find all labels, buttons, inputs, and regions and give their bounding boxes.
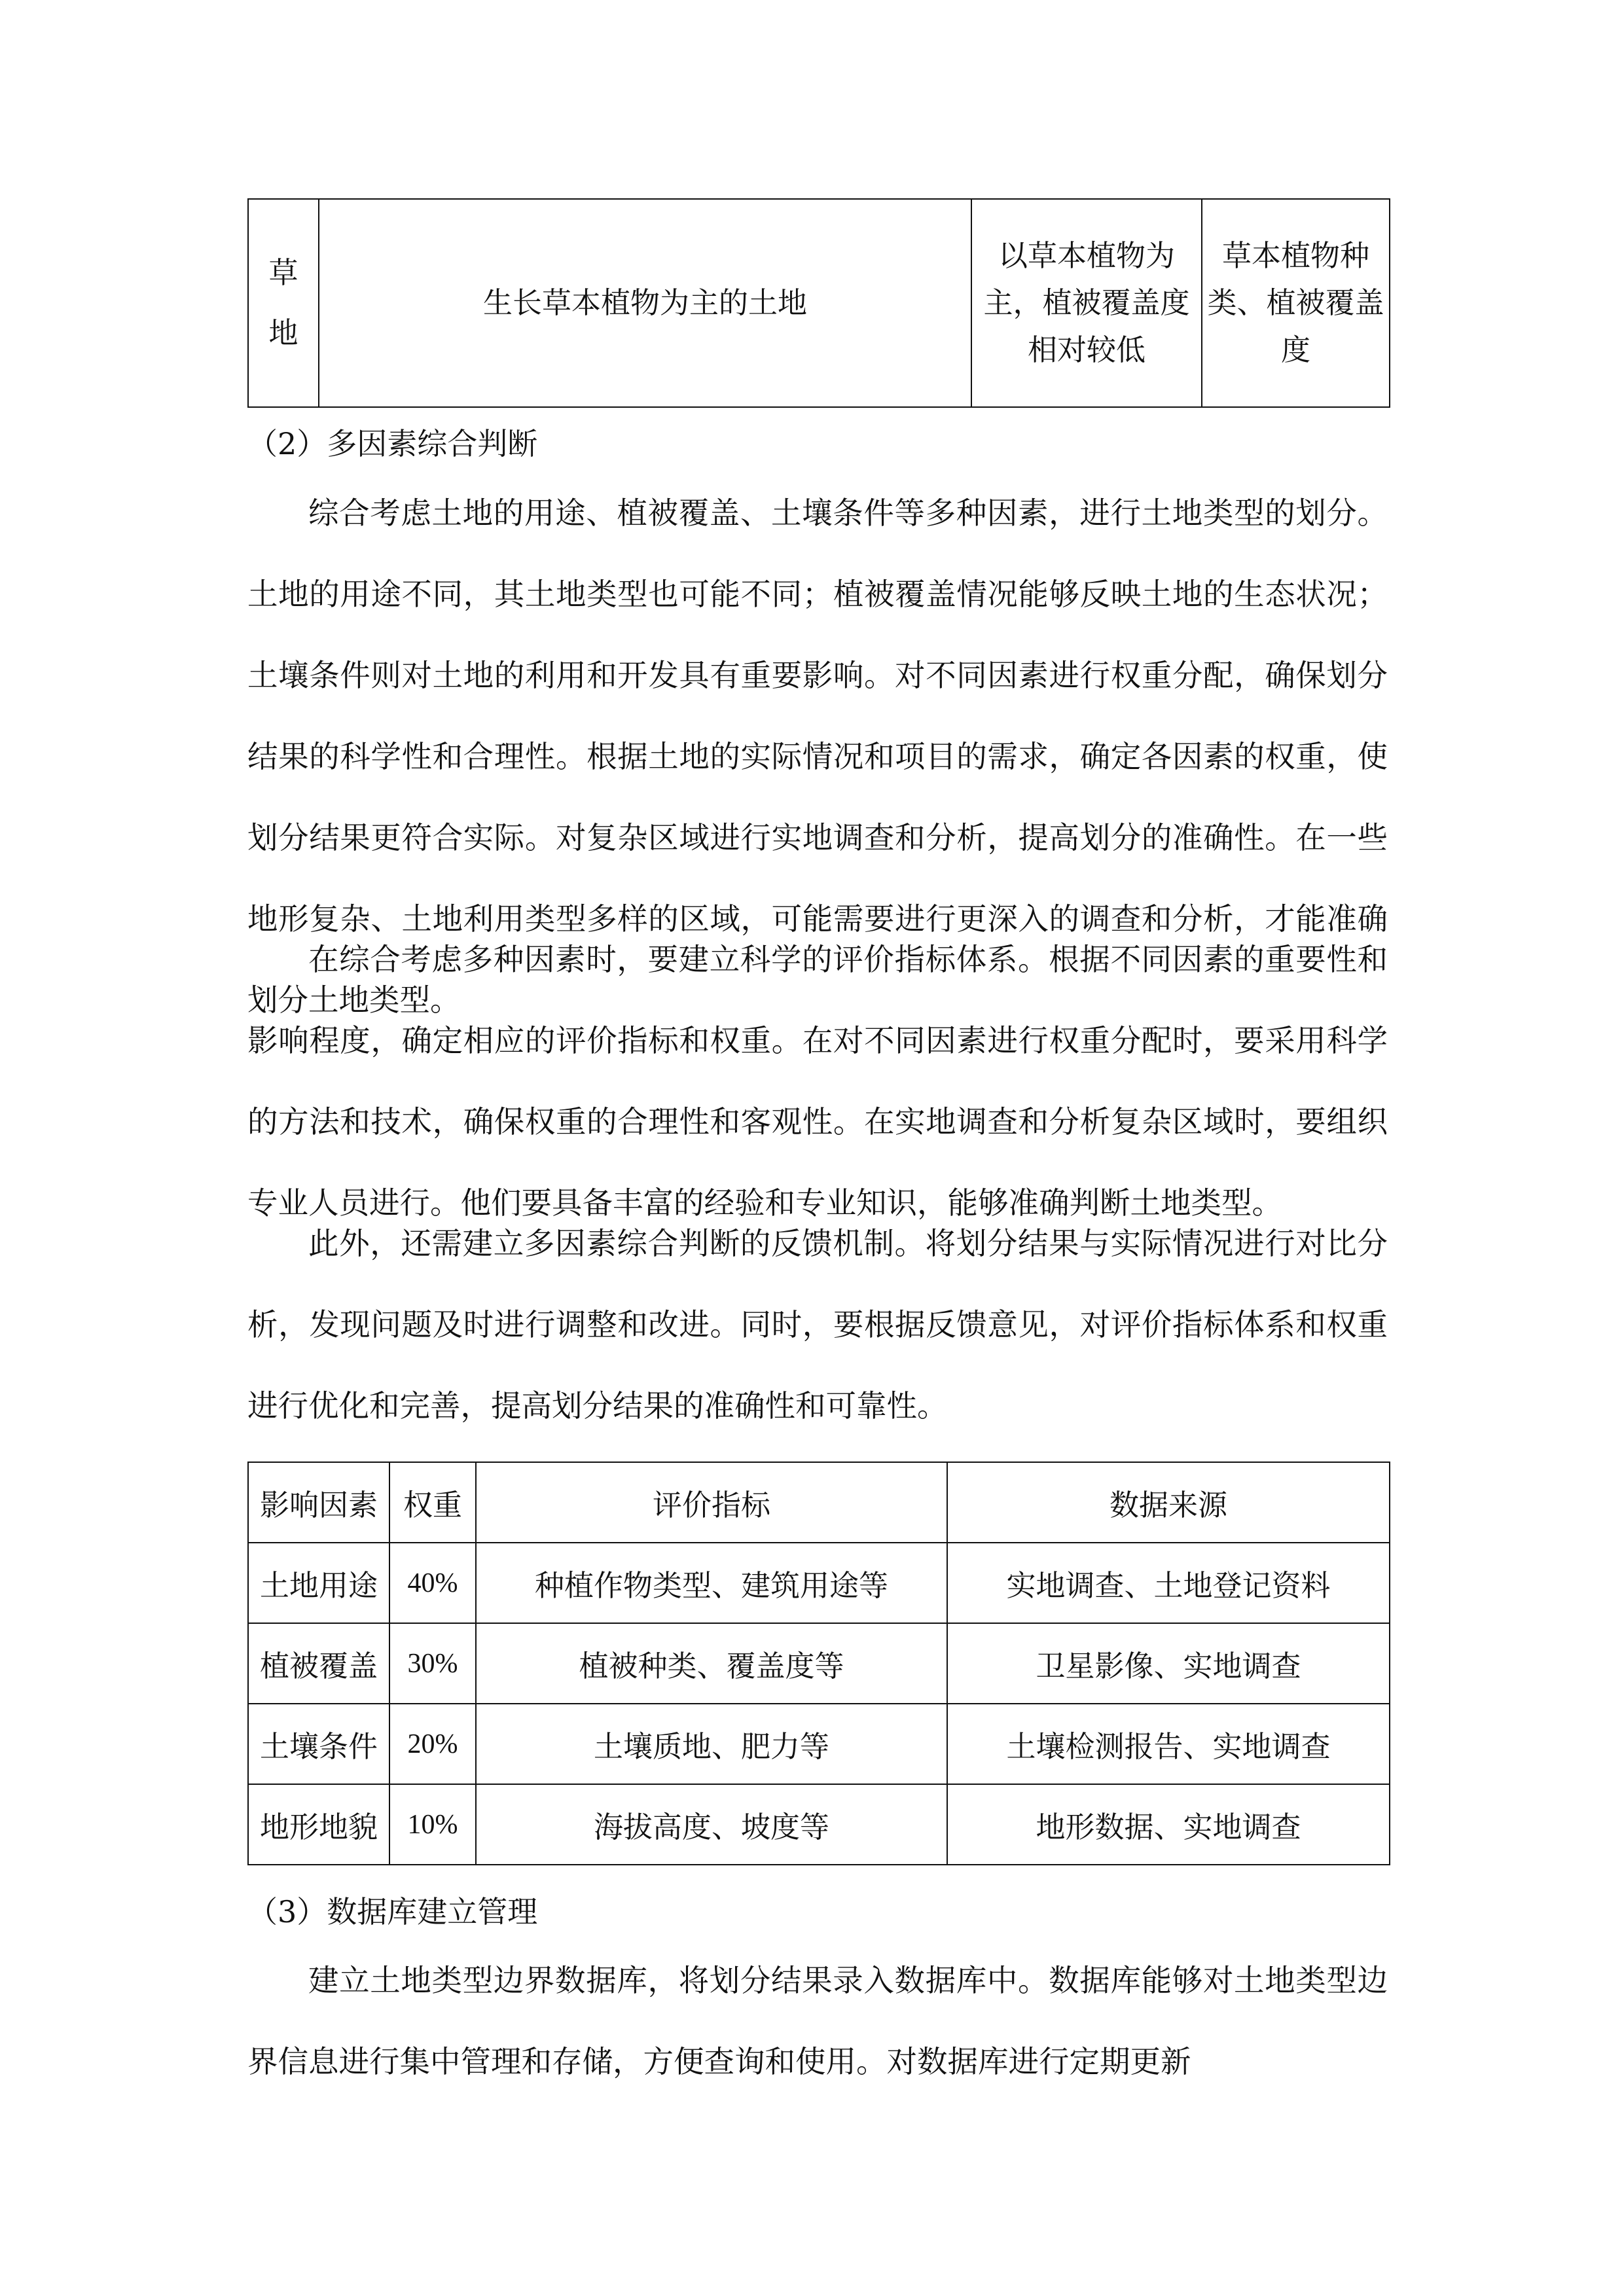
weight-cell: 30% <box>389 1623 476 1704</box>
land-type-features-cell: 以草本植物为主，植被覆盖度相对较低 <box>971 199 1202 407</box>
table-header-cell: 影响因素 <box>248 1462 389 1543</box>
weight-cell: 40% <box>389 1543 476 1623</box>
weight-cell: 20% <box>389 1704 476 1784</box>
land-type-indicators-cell: 草本植物种类、植被覆盖度 <box>1202 199 1390 407</box>
table-row <box>248 199 1390 407</box>
table-row <box>248 1623 1390 1704</box>
factor-weight-table <box>247 1462 1390 1865</box>
factor-cell: 土地用途 <box>248 1543 389 1623</box>
factor-cell: 地形地貌 <box>248 1784 389 1865</box>
source-cell: 卫星影像、实地调查 <box>947 1623 1390 1704</box>
land-type-name-char: 地 <box>268 315 298 350</box>
land-type-name-cell <box>248 199 319 407</box>
section-heading: （2）多因素综合判断 <box>247 426 538 461</box>
table-header-cell: 权重 <box>389 1462 476 1543</box>
source-cell: 地形数据、实地调查 <box>947 1784 1390 1865</box>
paragraph: 在综合考虑多种因素时，要建立科学的评价指标体系。根据不同因素的重要性和影响程度，确定相应的评价指标和权重。在对不同因素进行权重分配时，要采用科学的方法和技术，确保权重的合理性和客观性。在实地调查和分析复杂区域时，要组织专业人员进行。他们要具备丰富的经验和专业知识，能够准确判断土地类型。 <box>247 942 1388 1221</box>
indicator-cell: 海拔高度、坡度等 <box>476 1784 947 1865</box>
land-type-table <box>247 198 1390 408</box>
source-cell: 实地调查、土地登记资料 <box>947 1543 1390 1623</box>
paragraph: 综合考虑土地的用途、植被覆盖、土壤条件等多种因素，进行土地类型的划分。土地的用途不同，其土地类型也可能不同；植被覆盖情况能够反映土地的生态状况；土壤条件则对土地的利用和开发具有重要影响。对不同因素进行权重分配，确保划分结果的科学性和合理性。根据土地的实际情况和项目的需求，确定各因素的权重，使划分结果更符合实际。对复杂区域进行实地调查和分析，提高划分的准确性。在一些地形复杂、土地利用类型多样的区域，可能需要进行更深入的调查和分析，才能准确划分土地类型。 <box>247 495 1388 1018</box>
weight-cell: 10% <box>389 1784 476 1865</box>
table-header-cell: 数据来源 <box>947 1462 1390 1543</box>
table-row <box>248 1704 1390 1784</box>
paragraph: 此外，还需建立多因素综合判断的反馈机制。将划分结果与实际情况进行对比分析，发现问题及时进行调整和改进。同时，要根据反馈意见，对评价指标体系和权重进行优化和完善，提高划分结果的准确性和可靠性。 <box>247 1226 1388 1424</box>
table-row <box>248 1784 1390 1865</box>
indicator-cell: 土壤质地、肥力等 <box>476 1704 947 1784</box>
table-header-row <box>248 1462 1390 1543</box>
paragraph: 建立土地类型边界数据库，将划分结果录入数据库中。数据库能够对土地类型边界信息进行集中管理和存储，方便查询和使用。对数据库进行定期更新 <box>247 1963 1388 2079</box>
land-type-name-char: 草 <box>268 255 298 290</box>
indicator-cell: 植被种类、覆盖度等 <box>476 1623 947 1704</box>
table-row <box>248 1543 1390 1623</box>
indicator-cell: 种植作物类型、建筑用途等 <box>476 1543 947 1623</box>
section-heading: （3）数据库建立管理 <box>247 1894 538 1929</box>
source-cell: 土壤检测报告、实地调查 <box>947 1704 1390 1784</box>
land-type-definition-cell: 生长草本植物为主的土地 <box>319 199 971 407</box>
factor-cell: 植被覆盖 <box>248 1623 389 1704</box>
table-header-cell: 评价指标 <box>476 1462 947 1543</box>
factor-cell: 土壤条件 <box>248 1704 389 1784</box>
